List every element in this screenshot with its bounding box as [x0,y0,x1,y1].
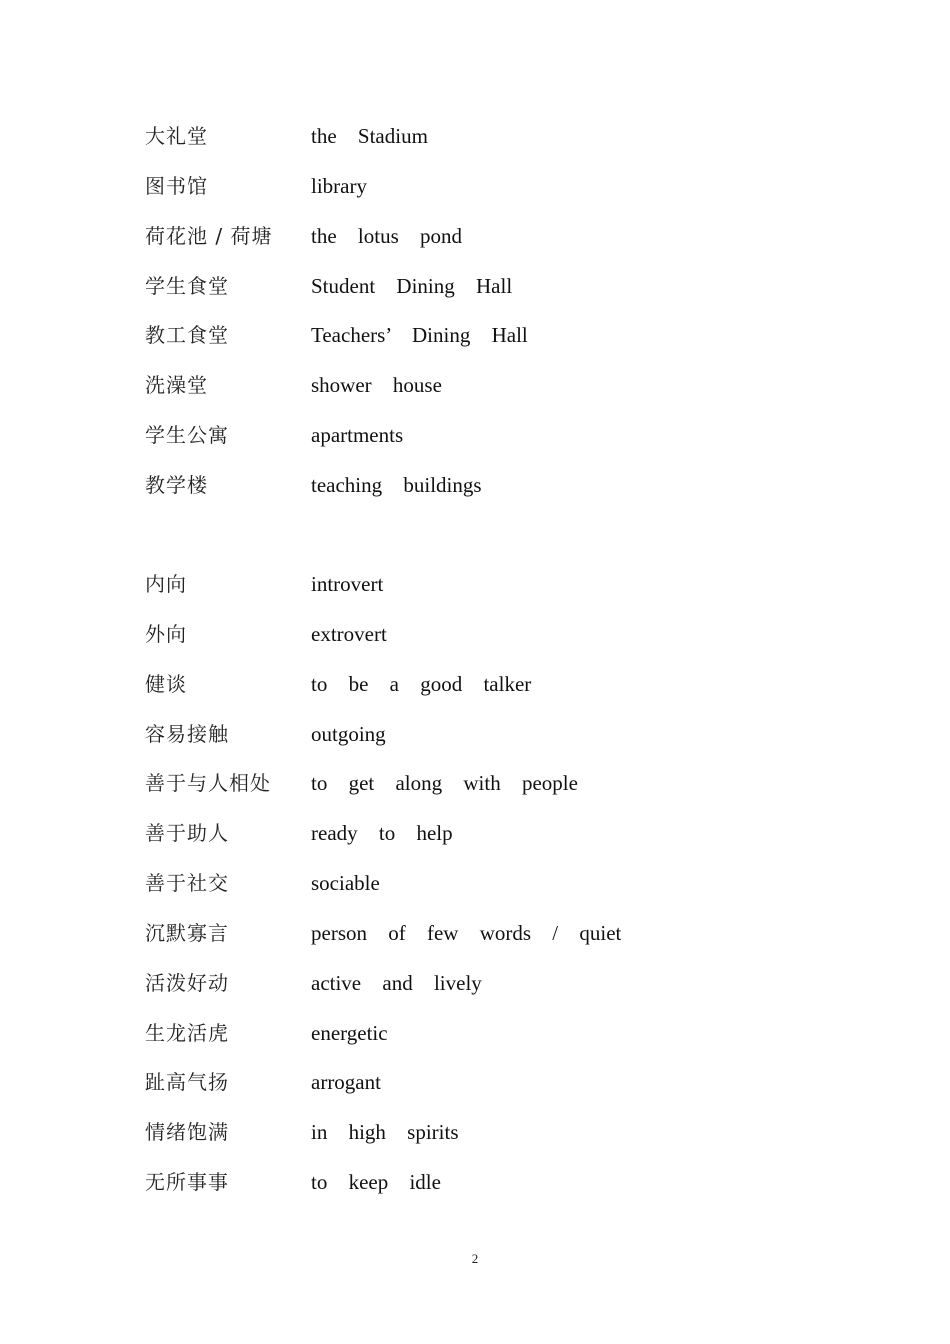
page-number: 2 [471,1251,479,1266]
english-term: shower house [311,373,442,398]
english-term: the lotus pond [311,223,462,248]
english-term: in high spirits [311,1120,459,1145]
english-term: arrogant [311,1070,381,1095]
english-term: to be a good talker [311,671,532,696]
english-term: ready to help [311,821,453,846]
english-term: energetic [311,1020,388,1045]
chinese-term: 生龙活虎 [145,1020,229,1045]
english-term: person of few words / quiet [311,920,622,945]
chinese-term: 教工食堂 [145,323,229,348]
chinese-term: 善于与人相处 [145,771,271,796]
english-term: introvert [311,572,384,596]
english-term: Teachers’ Dining Hall [311,323,528,348]
chinese-term: 大礼堂 [145,124,208,148]
chinese-term: 无所事事 [145,1170,229,1195]
english-term: to get along with people [311,771,578,796]
chinese-term: 学生食堂 [145,273,229,298]
english-term: the Stadium [311,124,428,148]
chinese-term: 学生公寓 [145,423,229,448]
chinese-term: 容易接触 [145,721,229,746]
chinese-term: 荷花池 / 荷塘 [145,223,273,248]
english-term: teaching buildings [311,472,482,497]
chinese-term: 沉默寡言 [145,920,229,945]
chinese-term: 善于助人 [145,821,229,846]
chinese-term: 趾高气扬 [145,1070,229,1095]
english-term: sociable [311,871,380,896]
chinese-term: 活泼好动 [145,970,229,995]
english-term: library [311,173,367,198]
chinese-term: 健谈 [145,671,187,696]
chinese-term: 善于社交 [145,871,229,896]
chinese-term: 外向 [145,621,187,646]
chinese-term: 图书馆 [145,173,208,198]
chinese-term: 情绪饱满 [145,1120,229,1145]
english-term: apartments [311,423,404,448]
english-term: extrovert [311,621,387,646]
english-term: outgoing [311,721,386,746]
chinese-term: 洗澡堂 [145,373,208,398]
english-term: Student Dining Hall [311,273,513,298]
chinese-term: 教学楼 [145,472,208,497]
english-term: active and lively [311,970,482,995]
chinese-term: 内向 [145,572,187,596]
english-term: to keep idle [311,1170,441,1195]
